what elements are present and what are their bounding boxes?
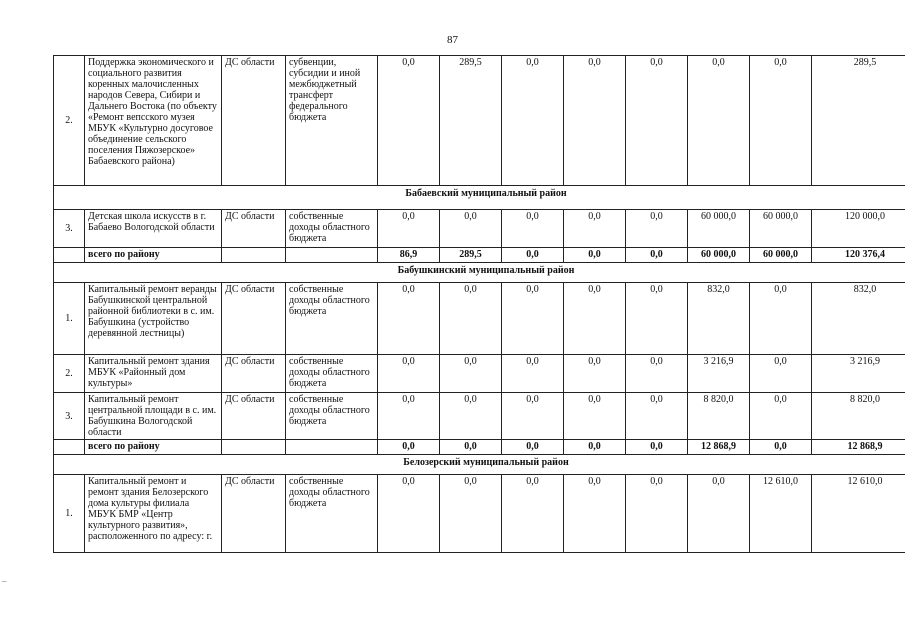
object-name: Капитальный ремонт веранды Бабушкинской центральной районной библиотеки в с. им. Бабушкина (устройство деревянной лестницы): [85, 283, 222, 355]
funding-source: собственные доходы областного бюджета: [286, 283, 378, 355]
value-cell: 0,0: [564, 248, 626, 263]
total-row: [54, 248, 905, 263]
value-cell: 0,0: [564, 475, 626, 553]
value-cell: 12 868,9: [812, 440, 905, 455]
value-cell: 0,0: [378, 393, 440, 440]
object-name: Капитальный ремонт здания МБУК «Районный дом культуры»: [85, 355, 222, 393]
value-cell: 0,0: [440, 283, 502, 355]
value-cell: 832,0: [812, 283, 905, 355]
value-cell: 0,0: [440, 440, 502, 455]
value-cell: 289,5: [440, 56, 502, 186]
value-cell: 0,0: [626, 355, 688, 393]
row-ds: ДС области: [222, 56, 286, 186]
page-number: 87: [447, 34, 458, 46]
value-cell: 0,0: [378, 56, 440, 186]
value-cell: 0,0: [502, 248, 564, 263]
value-cell: 0,0: [502, 475, 564, 553]
row-ds: ДС области: [222, 210, 286, 248]
value-cell: 289,5: [812, 56, 905, 186]
value-cell: 0,0: [750, 393, 812, 440]
value-cell: 0,0: [378, 440, 440, 455]
value-cell: 0,0: [502, 210, 564, 248]
value-cell: 0,0: [502, 56, 564, 186]
row-number: 2.: [54, 56, 85, 186]
value-cell: 0,0: [564, 283, 626, 355]
row-number: [54, 248, 85, 263]
table-row: [54, 475, 905, 553]
value-cell: 0,0: [502, 283, 564, 355]
value-cell: 0,0: [502, 440, 564, 455]
total-label: всего по району: [85, 440, 222, 455]
section-title: Бабаевский муниципальный район: [54, 186, 905, 210]
table-row: [54, 393, 905, 440]
value-cell: 0,0: [502, 355, 564, 393]
row-ds: ДС области: [222, 283, 286, 355]
table-row: [54, 56, 905, 186]
margin-mark: –: [2, 576, 7, 586]
value-cell: 0,0: [440, 210, 502, 248]
budget-table: [53, 55, 905, 553]
section-header: [54, 263, 905, 283]
value-cell: 0,0: [564, 440, 626, 455]
table-row: [54, 210, 905, 248]
value-cell: 0,0: [440, 393, 502, 440]
value-cell: 60 000,0: [750, 210, 812, 248]
value-cell: 12 868,9: [688, 440, 750, 455]
row-number: 1.: [54, 475, 85, 553]
table-row: [54, 355, 905, 393]
section-header: [54, 455, 905, 475]
value-cell: 0,0: [626, 283, 688, 355]
value-cell: 0,0: [750, 56, 812, 186]
value-cell: 0,0: [564, 393, 626, 440]
value-cell: 12 610,0: [812, 475, 905, 553]
value-cell: 0,0: [626, 440, 688, 455]
section-title: Бабушкинский муниципальный район: [54, 263, 905, 283]
row-number: 2.: [54, 355, 85, 393]
value-cell: 0,0: [750, 283, 812, 355]
value-cell: 0,0: [688, 475, 750, 553]
value-cell: 0,0: [440, 475, 502, 553]
total-label: всего по району: [85, 248, 222, 263]
value-cell: 8 820,0: [688, 393, 750, 440]
row-ds: [222, 248, 286, 263]
row-number: [54, 440, 85, 455]
value-cell: 60 000,0: [688, 210, 750, 248]
value-cell: 0,0: [626, 393, 688, 440]
value-cell: 832,0: [688, 283, 750, 355]
value-cell: 60 000,0: [688, 248, 750, 263]
object-name: Поддержка экономического и социального развития коренных малочисленных народов Севера, Сибири и Дальнего Востока (по объекту «Ремонт вепсского музея МБУК «Культурно досуговое объединение сельского поселения Пяжозерское» Бабаевского района): [85, 56, 222, 186]
value-cell: 3 216,9: [812, 355, 905, 393]
value-cell: 0,0: [626, 475, 688, 553]
row-number: 3.: [54, 393, 85, 440]
row-source: [286, 440, 378, 455]
row-ds: [222, 440, 286, 455]
row-ds: ДС области: [222, 355, 286, 393]
funding-source: собственные доходы областного бюджета: [286, 393, 378, 440]
value-cell: 8 820,0: [812, 393, 905, 440]
object-name: Детская школа искусств в г. Бабаево Вологодской области: [85, 210, 222, 248]
funding-source: собственные доходы областного бюджета: [286, 475, 378, 553]
value-cell: 0,0: [750, 355, 812, 393]
value-cell: 86,9: [378, 248, 440, 263]
funding-source: субвенции, субсидии и иной межбюджетный трансферт федерального бюджета: [286, 56, 378, 186]
value-cell: 0,0: [564, 355, 626, 393]
value-cell: 0,0: [378, 355, 440, 393]
value-cell: 12 610,0: [750, 475, 812, 553]
value-cell: 120 000,0: [812, 210, 905, 248]
row-ds: ДС области: [222, 393, 286, 440]
value-cell: 0,0: [378, 475, 440, 553]
row-number: 1.: [54, 283, 85, 355]
funding-source: собственные доходы областного бюджета: [286, 210, 378, 248]
table-row: [54, 283, 905, 355]
value-cell: 0,0: [750, 440, 812, 455]
value-cell: 289,5: [440, 248, 502, 263]
value-cell: 0,0: [626, 56, 688, 186]
row-source: [286, 248, 378, 263]
value-cell: 0,0: [564, 56, 626, 186]
object-name: Капитальный ремонт и ремонт здания Белозерского дома культуры филиала МБУК БМР «Центр культурного развития», расположенного по адресу: г.: [85, 475, 222, 553]
row-ds: ДС области: [222, 475, 286, 553]
value-cell: 3 216,9: [688, 355, 750, 393]
object-name: Капитальный ремонт центральной площади в с. им. Бабушкина Вологодской области: [85, 393, 222, 440]
value-cell: 0,0: [688, 56, 750, 186]
row-number: 3.: [54, 210, 85, 248]
value-cell: 0,0: [564, 210, 626, 248]
section-header: [54, 186, 905, 210]
value-cell: 0,0: [440, 355, 502, 393]
total-row: [54, 440, 905, 455]
funding-source: собственные доходы областного бюджета: [286, 355, 378, 393]
value-cell: 0,0: [626, 248, 688, 263]
value-cell: 0,0: [378, 283, 440, 355]
value-cell: 0,0: [626, 210, 688, 248]
value-cell: 0,0: [502, 393, 564, 440]
section-title: Белозерский муниципальный район: [54, 455, 905, 475]
value-cell: 0,0: [378, 210, 440, 248]
value-cell: 120 376,4: [812, 248, 905, 263]
value-cell: 60 000,0: [750, 248, 812, 263]
